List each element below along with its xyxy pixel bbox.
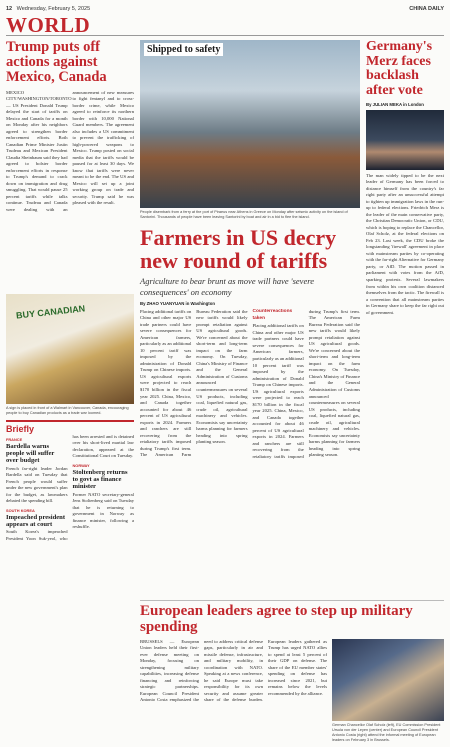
eu-headline: European leaders agree to step up military spending [140, 603, 413, 635]
briefly-title: Briefly [6, 420, 134, 434]
sign-caption: A sign is placed in front of a Walmart in Vancouver, Canada, encouraging people to buy Canadian products as a trade war loomed. [6, 405, 129, 415]
farmers-headline: Farmers in US decry new round of tariffs [140, 225, 337, 274]
brief-headline: Bardella warns people will suffer over budget [6, 442, 55, 465]
farmers-body-continued: Placing additional tariffs on China and other major US trade partners could have severe consequences for American farmers, particularly as an additional 10 percent tariff was imposed by the administration of Donald Trump on Chinese imports. US agricultural exports were projected to reach $170 billion in the fiscal year 2025. China, Mexico, and Canada together accounted for about 46 percent of US agricultural exports in 2024. Farmers and ranchers are still recovering from the retaliatory tariffs imposed during Trump's first term. The American Farm Bureau Federation said the new tariffs would likely prompt retaliation against US agricultural goods. We're concerned about the short-term and long-term impact on the farm economy. On Tuesday, China's Ministry of Finance and the General Administration of Customs announced countermeasures on several US products, including coal, liquefied natural gas, crude oil, agricultural machinery and vehicles. Economists say uncertainty harms planning for farmers heading into spring planting season. [252, 308, 360, 459]
ferry-photo [140, 40, 360, 208]
eu-caption: German Chancellor Olaf Scholz (left), EU Commission President Ursula von der Leyen (center) and European Council President Antonio Costa (right) attend the informal meeting of European leaders on February 3 in Brussels. [332, 722, 441, 742]
brief-headline: Stoltenberg returns to govt as finance minister [72, 468, 128, 491]
merz-photo [366, 110, 444, 170]
page-info [6, 6, 90, 12]
trump-article-body: MEXICO CITY/WASHINGTON/TORONTO — US President Donald Trump delayed the start of tariffs on Mexico and Canada for a month on Monday after his neighbors agreed to strengthen border enforcement efforts. Both Canadian Prime Minister Justin Trudeau and Mexican President Claudia Sheinbaum said they had agreed to bolster border enforcement efforts in response to Trump's demand to crack down on immigration and drug smuggling. That would pause 25 percent tariffs while talks continue. Trudeau and Canada were dealing with an announcement of new measures to fight fentanyl and to cross-border crime, while Mexico agreed to reinforce its northern border with 10,000 National Guard members. The agreement also includes a US commitment to prevent the trafficking of high-powered weapons to Mexico. Trump posted on social media that the tariffs would be paused for at least 30 days. We know that tariffs were never meant to be the end. The US and Mexico will set up a joint working group on trade and security. Trump said he was pleased with the result. [6, 89, 134, 212]
masthead [6, 14, 444, 36]
farmers-article-body [140, 309, 360, 541]
trump-headline: Trump puts off actions against Mexico, Canada [6, 39, 107, 86]
eu-photo-block [332, 639, 444, 747]
eu-article-body: BRUSSELS — European Union leaders held their first-ever defense meeting on Monday, focusing on strengthening military capabilities, increasing defense financing and reinforcing strategic partnerships. European Council President Antonio Costa emphasized the need to address critical defense gaps, particularly in air and missile defense, infrastructure, and military mobility, in coordination with NATO. Speaking at a news conference, he said Europe must take responsibility for its own security and assume greater share of the defense burden. European leaders gathered as Trump has urged NATO allies to spend at least 5 percent of their GDP on defense. The share of the EU member states' spending on defense has increased since 2021, but remains below the levels recommended by the alliance. [140, 638, 327, 703]
germany-byline: By JULIAN MEKA in London [366, 101, 424, 107]
brief-item [6, 437, 68, 505]
brief-item [73, 463, 135, 531]
page-number: 12 [6, 6, 13, 12]
brief-body: French far-right leader Jordan Bardella said on Tuesday that French people would suffer under the new government's plan for the budget, as lawmakers debated the spending bill. [6, 465, 68, 504]
farmers-byline: By ZHAO YUANYUAN in Washington [140, 300, 215, 306]
germany-article-body: The man widely tipped to be the next leader of Germany has been forced to distance himself from the country's far right party after an unsuccessful attempt to tighten up immigration laws in the run-up to federal elections. Friedrich Merz is the leader of the main conservative party, the Christian Democratic Union, or CDU, which is hoping to replace the Chancellor, Olaf Scholz, at the federal elections on Feb 23. Last week, the CDU broke the longstanding 'firewall' agreement in place with mainstream parties by co-operating with the far-right Alternative for Germany party, or AfD. The motion passed in parliament with votes from the AfD, sparking protests. Several lawmakers from within his own coalition distanced themselves from the tactic. The firewall is a convention that all mainstream parties in Germany share to keep the far right out of government. [366, 172, 444, 315]
ship-label: Shipped to safety [144, 43, 223, 56]
brief-headline: Impeached president appears at court [6, 513, 66, 528]
divider [140, 600, 444, 601]
brief-location: NORWAY [72, 462, 90, 468]
brief-location: SOUTH KOREA [6, 507, 35, 513]
middle-column [140, 40, 360, 541]
brief-location: FRANCE [6, 436, 23, 442]
briefly-list [6, 434, 134, 542]
eu-story [140, 600, 444, 747]
issue-date: Wednesday, February 5, 2025 [16, 6, 91, 12]
sign-text: BUY CANADIAN [15, 303, 86, 321]
farmers-subhead: Counterreactions taken [252, 308, 293, 321]
farmers-body-text: Placing additional tariffs on China and other major US trade partners could have severe consequences for American farmers, particularly as an additional 10 percent tariff was imposed by the administration of Donald Trump on Chinese imports. US agricultural exports were projected to reach $170 billion in the fiscal year 2025. China, Mexico, and Canada together accounted for about 46 percent of US agricultural exports in 2024. Farmers and ranchers are still recovering from the retaliatory tariffs imposed during Trump's first term. The American Farm Bureau Federation said the new tariffs would likely prompt retaliation against US agricultural goods. We're concerned about the short-term and long-term impact on the farm economy. On Tuesday, China's Ministry of Finance and the General Administration of Customs announced countermeasures on several US products, including coal, liquefied natural gas, crude oil, agricultural machinery and vehicles. Economists say uncertainty harms planning for farmers heading into spring planting season. [140, 308, 248, 458]
farmers-dek: Agriculture to bear brunt as move will have 'severe consequences' on economy [140, 276, 314, 297]
brief-body: South Korea's impeached President Yoon Suk-yeol, who has been arrested and is detained over his short-lived martial law declaration, appeared at the Constitutional Court on Tuesday. [6, 433, 134, 541]
ship-caption: People disembark from a ferry at the port of Piraeus near Athens in Greece on Monday after seismic activity on the island of Santorini. Thousands of people have been leaving Santorini by boat and air in a bid to flee the island. [140, 210, 348, 220]
buy-canadian-photo [6, 294, 134, 404]
brand-name: CHINA DAILY [409, 6, 444, 12]
right-column [366, 40, 444, 603]
eu-leaders-photo [332, 639, 444, 721]
section-title: WORLD [6, 13, 91, 37]
left-column [6, 40, 134, 542]
eu-body-row [140, 639, 444, 747]
germany-headline: Germany's Merz faces backlash after vote [366, 39, 433, 99]
brief-body: Former NATO secretary-general Jens Stoltenberg said on Tuesday that he is returning to government in Norway as finance minister, following a reshuffle. [72, 491, 134, 530]
